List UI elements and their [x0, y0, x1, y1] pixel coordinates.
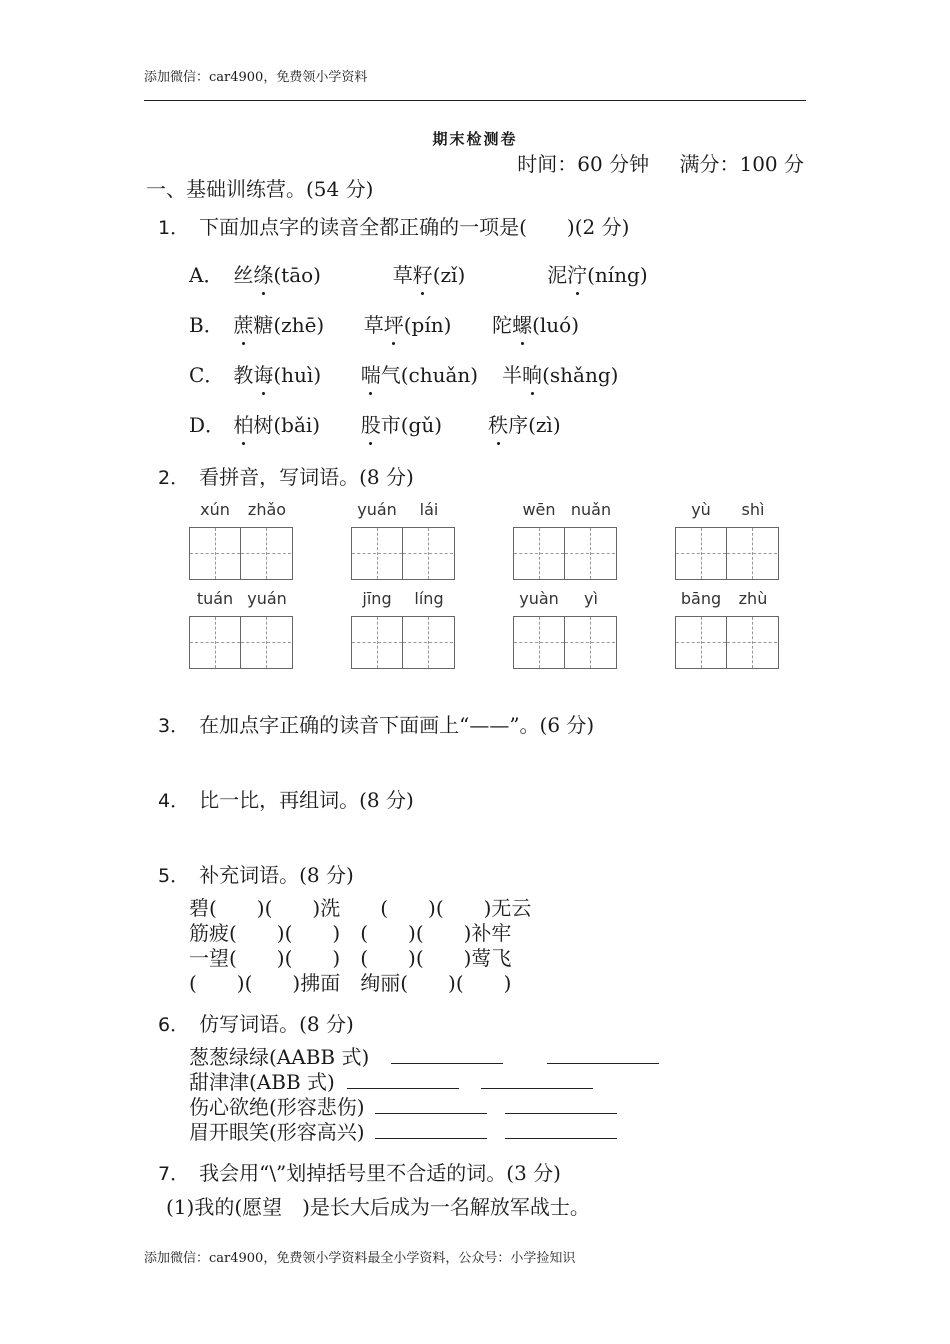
option-a — [189, 259, 648, 288]
option-word: 喘气(chuǎn) — [361, 359, 496, 388]
writing-grid[interactable] — [675, 527, 779, 580]
time-label: 时间：60 分钟 — [517, 152, 650, 176]
option-word: 草坪(pín) — [364, 309, 486, 338]
question-number: 6． — [158, 1014, 190, 1036]
writing-grid[interactable] — [675, 616, 779, 669]
question-text: 补充词语。(8 分) — [199, 863, 354, 887]
option-label: B． — [189, 313, 224, 337]
imitate-line — [189, 1070, 593, 1095]
pinyin-syllable: xún — [200, 500, 230, 519]
imitate-prompt: 葱葱绿绿(AABB 式) — [189, 1045, 370, 1069]
pinyin-box[interactable] — [189, 500, 293, 580]
pinyin-syllable: yuán — [247, 589, 287, 608]
question-3 — [158, 709, 594, 738]
sub-question-1: (1)我的(愿望 )是长大后成为一名解放军战士。 — [166, 1195, 590, 1219]
writing-grid[interactable] — [351, 616, 455, 669]
question-2 — [158, 461, 414, 490]
question-number: 7． — [158, 1163, 190, 1185]
imitate-line — [189, 1095, 617, 1120]
pinyin-box[interactable] — [351, 500, 455, 580]
question-text: 看拼音，写词语。(8 分) — [199, 465, 414, 489]
pinyin-syllable: yù — [691, 500, 711, 519]
question-4 — [158, 784, 414, 813]
question-5 — [158, 859, 354, 888]
pinyin-box[interactable] — [675, 589, 779, 669]
question-number: 1． — [158, 217, 190, 239]
question-number: 2． — [158, 467, 190, 489]
option-word: 教诲(huì) — [233, 359, 354, 388]
question-text: 在加点字正确的读音下面画上“——”。(6 分) — [199, 713, 595, 737]
section-heading: 一、基础训练营。(54 分) — [146, 177, 374, 201]
writing-grid[interactable] — [513, 527, 617, 580]
option-label: C． — [189, 363, 225, 387]
pinyin-syllable: shì — [741, 500, 765, 519]
imitate-line — [189, 1045, 659, 1070]
answer-blank[interactable] — [547, 1062, 659, 1064]
pinyin-syllable: tuán — [196, 589, 234, 608]
question-text: 下面加点字的读音全都正确的一项是( )(2 分) — [199, 215, 630, 239]
pinyin-syllable: yì — [584, 589, 598, 608]
imitate-line — [189, 1120, 617, 1145]
option-word: 秩序(zì) — [488, 409, 561, 438]
option-c — [189, 359, 618, 388]
answer-blank[interactable] — [505, 1112, 617, 1114]
pinyin-box[interactable] — [351, 589, 455, 669]
writing-grid[interactable] — [351, 527, 455, 580]
pinyin-syllable: bāng — [680, 589, 722, 608]
writing-grid[interactable] — [189, 527, 293, 580]
imitate-prompt: 眉开眼笑(形容高兴) — [189, 1120, 365, 1144]
answer-blank[interactable] — [505, 1137, 617, 1139]
option-word: 半晌(shǎng) — [502, 359, 618, 388]
fill-line: 一望( )( ) ( )( )莺飞 — [189, 946, 512, 970]
option-b — [189, 309, 579, 338]
answer-blank[interactable] — [375, 1112, 487, 1114]
footer-note: 添加微信：car4900，免费领小学资料最全小学资料，公众号：小学捡知识 — [144, 1251, 576, 1266]
exam-meta — [493, 148, 804, 177]
writing-grid[interactable] — [189, 616, 293, 669]
pinyin-syllable: jīng — [362, 589, 392, 608]
imitate-prompt: 甜津津(ABB 式) — [189, 1070, 335, 1094]
pinyin-box[interactable] — [513, 589, 617, 669]
option-d — [189, 409, 561, 438]
option-word: 丝绦(tāo) — [233, 259, 386, 288]
writing-grid[interactable] — [513, 616, 617, 669]
option-word: 蔗糖(zhē) — [233, 309, 357, 338]
question-number: 4． — [158, 790, 190, 812]
pinyin-box[interactable] — [675, 500, 779, 580]
imitate-prompt: 伤心欲绝(形容悲伤) — [189, 1095, 365, 1119]
option-word: 柏树(bǎi) — [233, 409, 354, 438]
answer-blank[interactable] — [347, 1087, 459, 1089]
pinyin-syllable: líng — [414, 589, 444, 608]
question-number: 3． — [158, 715, 190, 737]
option-word: 股市(gǔ) — [361, 409, 482, 438]
pinyin-syllable: lái — [419, 500, 439, 519]
fill-line: 筋疲( )( ) ( )( )补牢 — [189, 921, 512, 945]
question-text: 仿写词语。(8 分) — [199, 1012, 354, 1036]
pinyin-syllable: wēn — [522, 500, 556, 519]
question-number: 5． — [158, 865, 190, 887]
answer-blank[interactable] — [391, 1062, 503, 1064]
fill-line: 碧( )( )洗 ( )( )无云 — [189, 896, 532, 920]
pinyin-box[interactable] — [189, 589, 293, 669]
pinyin-syllable: yuán — [357, 500, 397, 519]
question-7 — [158, 1157, 561, 1186]
pinyin-syllable: zhǎo — [247, 500, 287, 519]
pinyin-syllable: nuǎn — [570, 500, 612, 519]
header-divider — [144, 100, 806, 101]
question-6 — [158, 1008, 354, 1037]
score-label: 满分：100 分 — [679, 152, 804, 176]
pinyin-box[interactable] — [513, 500, 617, 580]
question-text: 比一比，再组词。(8 分) — [199, 788, 414, 812]
pinyin-syllable: yuàn — [519, 589, 559, 608]
header-note: 添加微信：car4900，免费领小学资料 — [144, 70, 368, 85]
option-label: A． — [189, 263, 224, 287]
fill-line: ( )( )拂面 绚丽( )( ) — [189, 971, 512, 995]
answer-blank[interactable] — [481, 1087, 593, 1089]
option-word: 泥泞(níng) — [547, 259, 648, 288]
page-title: 期末检测卷 — [432, 130, 518, 148]
question-text: 我会用“\”划掉括号里不合适的词。(3 分) — [199, 1161, 561, 1185]
question-1 — [158, 211, 629, 240]
option-label: D． — [189, 413, 226, 437]
pinyin-syllable: zhù — [738, 589, 768, 608]
option-word: 陀螺(luó) — [492, 309, 579, 338]
answer-blank[interactable] — [375, 1137, 487, 1139]
option-word: 草籽(zǐ) — [393, 259, 541, 288]
